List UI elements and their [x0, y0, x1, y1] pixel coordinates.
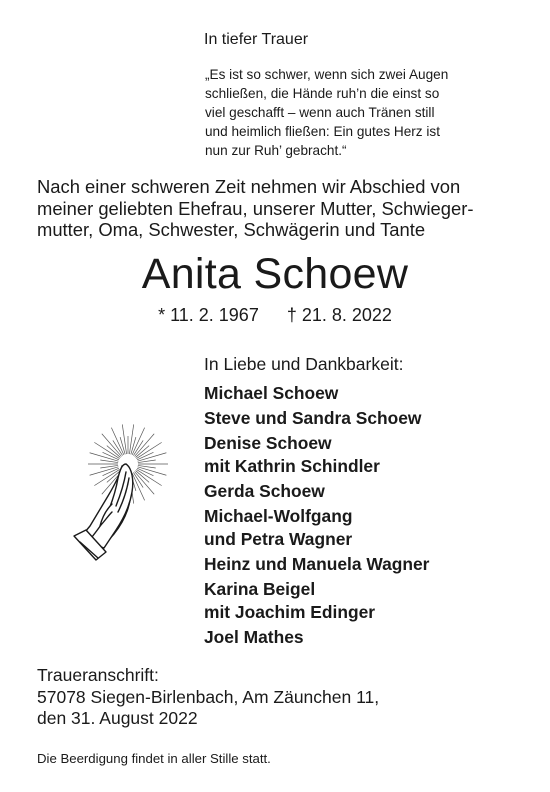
- poem-line: nun zur Ruh’ gebracht.“: [205, 143, 347, 158]
- mourner-name: Steve und Sandra Schoew: [204, 408, 422, 428]
- praying-hands-icon: [50, 408, 190, 568]
- mourner-name: Michael-Wolfgang: [204, 506, 353, 526]
- thanks-heading: In Liebe und Dankbarkeit:: [204, 354, 404, 374]
- light-ray: [90, 453, 119, 461]
- death-date: † 21. 8. 2022: [286, 305, 392, 325]
- funeral-note: Die Beerdigung findet in aller Stille statt.: [37, 751, 271, 766]
- message-line: Nach einer schweren Zeit nehmen wir Abschied von: [37, 176, 461, 197]
- farewell-message: [37, 176, 537, 241]
- address-date: den 31. August 2022: [37, 708, 198, 728]
- mourners-list: [204, 382, 534, 649]
- mourner-name: Heinz und Manuela Wagner: [204, 554, 430, 574]
- message-line: mutter, Oma, Schwester, Schwägerin und Tante: [37, 219, 426, 240]
- mourner-name: mit Kathrin Schindler: [204, 456, 380, 476]
- mourner-name: Gerda Schoew: [204, 481, 325, 501]
- light-ray: [138, 467, 167, 475]
- birth-date: * 11. 2. 1967: [158, 305, 259, 325]
- message-line: meiner geliebten Ehefrau, unserer Mutter, Schwieger-: [37, 197, 474, 219]
- mourner-name: Denise Schoew: [204, 433, 332, 453]
- light-ray: [129, 424, 133, 454]
- intro-title: In tiefer Trauer: [204, 31, 309, 48]
- mourning-address: [37, 665, 379, 730]
- deceased-name: Anita Schoew: [141, 250, 409, 298]
- poem-line: und heimlich fließen: Ein gutes Herz ist: [205, 124, 440, 139]
- poem-line: viel geschafft – wenn auch Tränen still: [205, 105, 435, 120]
- mourner-name: Karina Beigel: [204, 579, 316, 599]
- life-dates: [0, 305, 550, 326]
- poem-line: „Es ist so schwer, wenn sich zwei Augen: [205, 67, 449, 82]
- mourner-name: Michael Schoew: [204, 383, 339, 403]
- light-ray: [122, 424, 126, 454]
- mourner-name: und Petra Wagner: [204, 529, 353, 549]
- address-street: 57078 Siegen-Birlenbach, Am Zäunchen 11,: [37, 686, 380, 707]
- light-ray: [138, 453, 167, 461]
- mourner-name: Joel Mathes: [204, 627, 304, 647]
- mourner-name: mit Joachim Edinger: [204, 602, 376, 622]
- poem: [205, 65, 525, 160]
- poem-line: schließen, die Hände ruh’n die einst so: [205, 86, 440, 101]
- address-label: Traueranschrift:: [37, 665, 159, 685]
- light-ray: [90, 467, 119, 475]
